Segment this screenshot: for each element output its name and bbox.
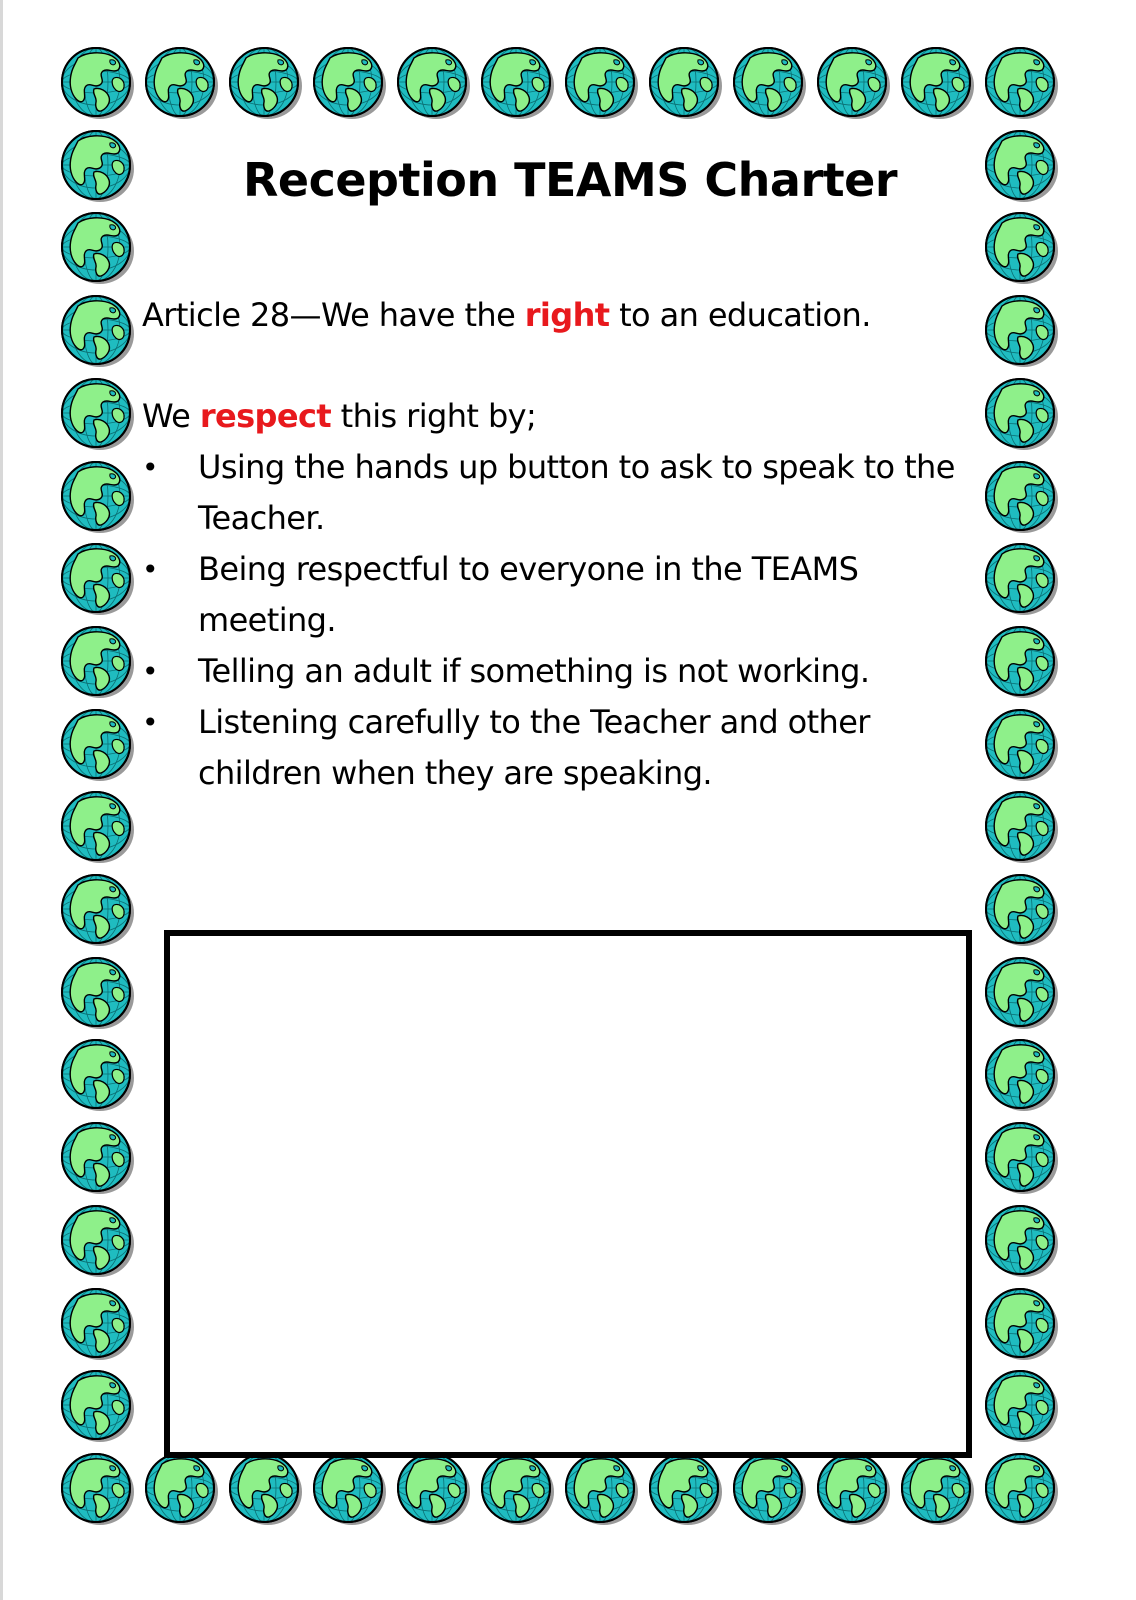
globe-icon bbox=[56, 1200, 136, 1280]
globe-icon bbox=[56, 1283, 136, 1363]
globe-icon bbox=[224, 1448, 304, 1528]
globe-icon bbox=[56, 456, 136, 536]
respect-prefix: We bbox=[142, 397, 200, 435]
globe-icon bbox=[56, 952, 136, 1032]
globe-icon bbox=[980, 1448, 1060, 1528]
globe-icon bbox=[980, 952, 1060, 1032]
globe-icon bbox=[140, 1448, 220, 1528]
globe-icon bbox=[980, 869, 1060, 949]
globe-icon bbox=[980, 125, 1060, 205]
globe-icon bbox=[980, 456, 1060, 536]
article-line bbox=[142, 290, 972, 341]
globe-icon bbox=[980, 704, 1060, 784]
globe-icon bbox=[980, 290, 1060, 370]
globe-icon bbox=[392, 1448, 472, 1528]
globe-icon bbox=[728, 42, 808, 122]
globe-icon bbox=[644, 42, 724, 122]
globe-icon bbox=[308, 42, 388, 122]
globe-icon bbox=[56, 538, 136, 618]
globe-icon bbox=[56, 869, 136, 949]
globe-icon bbox=[812, 1448, 892, 1528]
globe-icon bbox=[980, 786, 1060, 866]
page-title: Reception TEAMS Charter bbox=[242, 153, 898, 207]
globe-icon bbox=[56, 207, 136, 287]
globe-icon bbox=[980, 42, 1060, 122]
globe-icon bbox=[644, 1448, 724, 1528]
globe-icon bbox=[56, 1448, 136, 1528]
globe-icon bbox=[56, 1365, 136, 1445]
globe-icon bbox=[56, 704, 136, 784]
globe-icon bbox=[896, 42, 976, 122]
globe-icon bbox=[980, 1034, 1060, 1114]
globe-icon bbox=[980, 373, 1060, 453]
globe-icon bbox=[896, 1448, 976, 1528]
globe-icon bbox=[224, 42, 304, 122]
globe-icon bbox=[980, 1283, 1060, 1363]
globe-icon bbox=[980, 1117, 1060, 1197]
globe-icon bbox=[560, 42, 640, 122]
globe-icon bbox=[812, 42, 892, 122]
globe-icon bbox=[308, 1448, 388, 1528]
globe-icon bbox=[476, 1448, 556, 1528]
globe-icon bbox=[980, 538, 1060, 618]
spacer bbox=[142, 341, 972, 391]
list-item: • Telling an adult if something is not working. bbox=[142, 646, 972, 697]
list-item: • Being respectful to everyone in the TEAMS meeting. bbox=[142, 544, 972, 646]
globe-icon bbox=[980, 1365, 1060, 1445]
globe-icon bbox=[56, 621, 136, 701]
globe-icon bbox=[56, 786, 136, 866]
globe-icon bbox=[56, 290, 136, 370]
respect-list bbox=[142, 442, 972, 799]
charter-content bbox=[142, 290, 972, 799]
globe-icon bbox=[980, 1200, 1060, 1280]
respect-line bbox=[142, 391, 972, 442]
globe-icon bbox=[56, 1034, 136, 1114]
globe-icon bbox=[56, 373, 136, 453]
article-suffix: to an education. bbox=[609, 296, 871, 334]
globe-icon bbox=[980, 621, 1060, 701]
globe-icon bbox=[392, 42, 472, 122]
respect-highlight: respect bbox=[199, 397, 332, 435]
list-item: • Using the hands up button to ask to speak to the Teacher. bbox=[142, 442, 972, 544]
list-item: • Listening carefully to the Teacher and other children when they are speaking. bbox=[142, 697, 972, 799]
globe-icon bbox=[56, 42, 136, 122]
globe-icon bbox=[140, 42, 220, 122]
article-prefix: Article 28—We have the bbox=[142, 296, 525, 334]
globe-icon bbox=[980, 207, 1060, 287]
globe-icon bbox=[56, 125, 136, 205]
globe-icon bbox=[476, 42, 556, 122]
article-highlight-right: right bbox=[524, 296, 610, 334]
globe-icon bbox=[560, 1448, 640, 1528]
drawing-box bbox=[164, 930, 972, 1458]
globe-icon bbox=[728, 1448, 808, 1528]
globe-icon bbox=[56, 1117, 136, 1197]
respect-suffix: this right by; bbox=[331, 397, 537, 435]
